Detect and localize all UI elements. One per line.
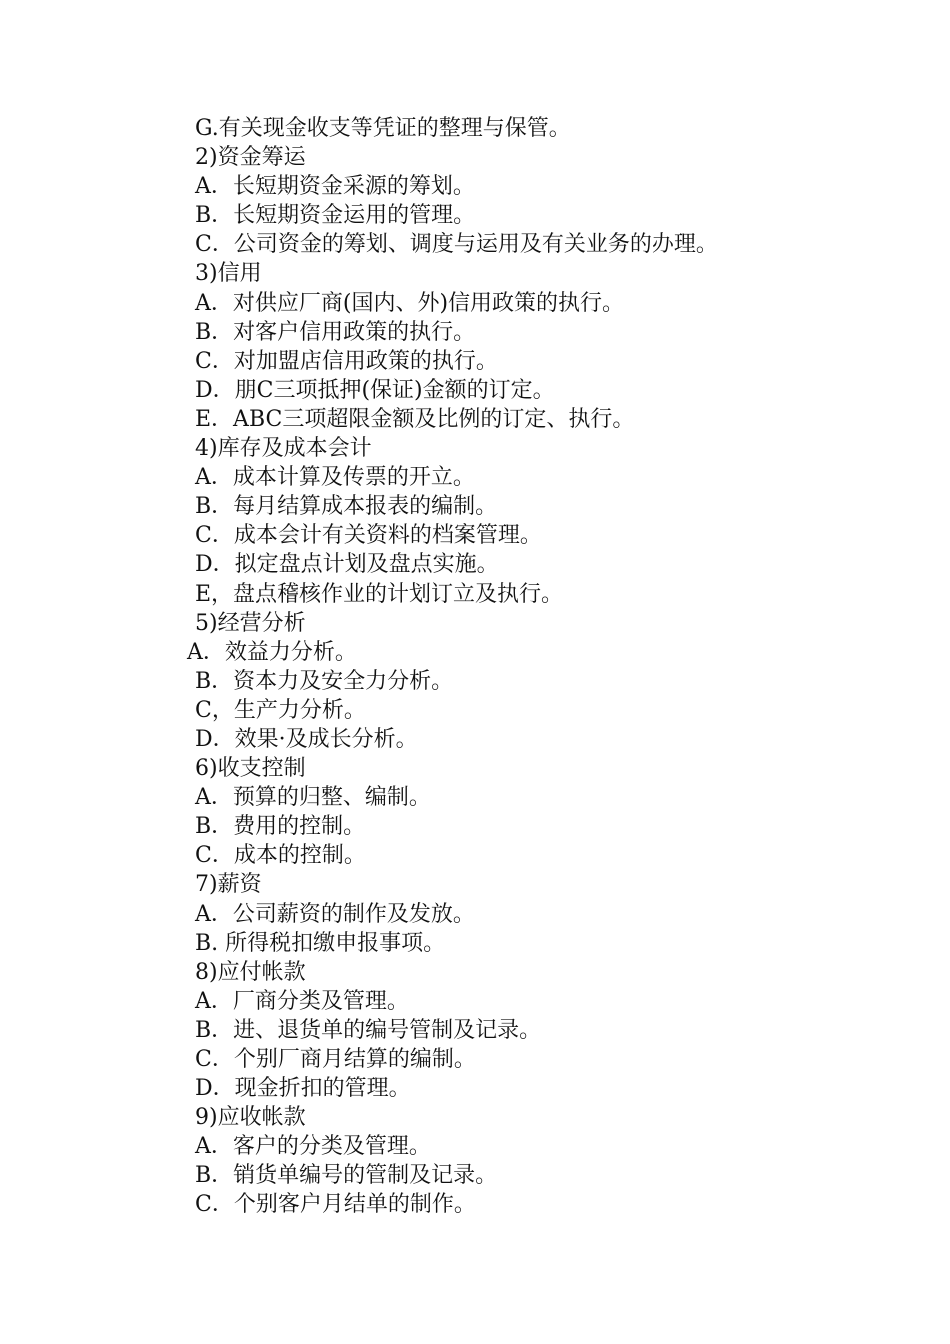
section-heading: 9)应收帐款 (195, 1105, 306, 1131)
text-line: C．成本会计有关资料的档案管理。 (195, 523, 542, 549)
text-line: B. 所得税扣缴申报事项。 (195, 930, 446, 956)
section-heading: 8)应付帐款 (195, 959, 306, 985)
text-line: C．个别客户月结单的制作。 (195, 1192, 476, 1218)
text-line: E．ABC三项超限金额及比例的订定、执行。 (195, 406, 635, 432)
text-line: B．费用的控制。 (195, 814, 366, 840)
text-line: D．现金折扣的管理。 (195, 1076, 411, 1102)
text-line: D．朋C三项抵押(保证)金额的订定。 (195, 377, 555, 403)
text-line: A．客户的分类及管理。 (195, 1134, 431, 1160)
text-line: A．厂商分类及管理。 (195, 988, 409, 1014)
text-line: G.有关现金收支等凭证的整理与保管。 (195, 116, 571, 141)
text-line: A．对供应厂商(国内、外)信用政策的执行。 (195, 290, 625, 316)
text-line: B．销货单编号的管制及记录。 (195, 1163, 498, 1189)
text-line: A．公司薪资的制作及发放。 (195, 901, 475, 927)
text-line: D．拟定盘点计划及盘点实施。 (195, 552, 499, 578)
section-heading: 5)经营分析 (195, 610, 306, 636)
text-line: C．对加盟店信用政策的执行。 (195, 348, 498, 374)
text-line: A．成本计算及传票的开立。 (195, 465, 475, 491)
section-heading: 3)信用 (195, 261, 262, 287)
text-line: C．个别厂商月结算的编制。 (195, 1047, 476, 1072)
text-line: C．公司资金的筹划、调度与运用及有关业务的办理。 (195, 232, 718, 258)
text-line: A．预算的归整、编制。 (195, 785, 431, 811)
text-line: C，生产力分析。 (195, 697, 366, 723)
text-line: B．资本力及安全力分析。 (195, 668, 454, 694)
text-line: A．效益力分析。 (187, 639, 357, 665)
section-heading: 7)薪资 (195, 872, 262, 898)
section-heading: 6)收支控制 (195, 756, 306, 782)
text-line: C．成本的控制。 (195, 843, 366, 869)
section-heading: 2)资金筹运 (195, 145, 306, 171)
text-line: B．进、退货单的编号管制及记录。 (195, 1017, 542, 1043)
text-line: A．长短期资金采源的筹划。 (195, 174, 475, 200)
section-heading: 4)库存及成本会计 (195, 436, 372, 462)
text-line: E，盘点稽核作业的计划订立及执行。 (195, 581, 564, 607)
text-line: B．每月结算成本报表的编制。 (195, 494, 498, 520)
text-line: B．长短期资金运用的管理。 (195, 203, 476, 229)
text-line: D．效果·及成长分析。 (195, 726, 418, 752)
text-line: B．对客户信用政策的执行。 (195, 319, 476, 345)
document-text-block (187, 114, 895, 1220)
